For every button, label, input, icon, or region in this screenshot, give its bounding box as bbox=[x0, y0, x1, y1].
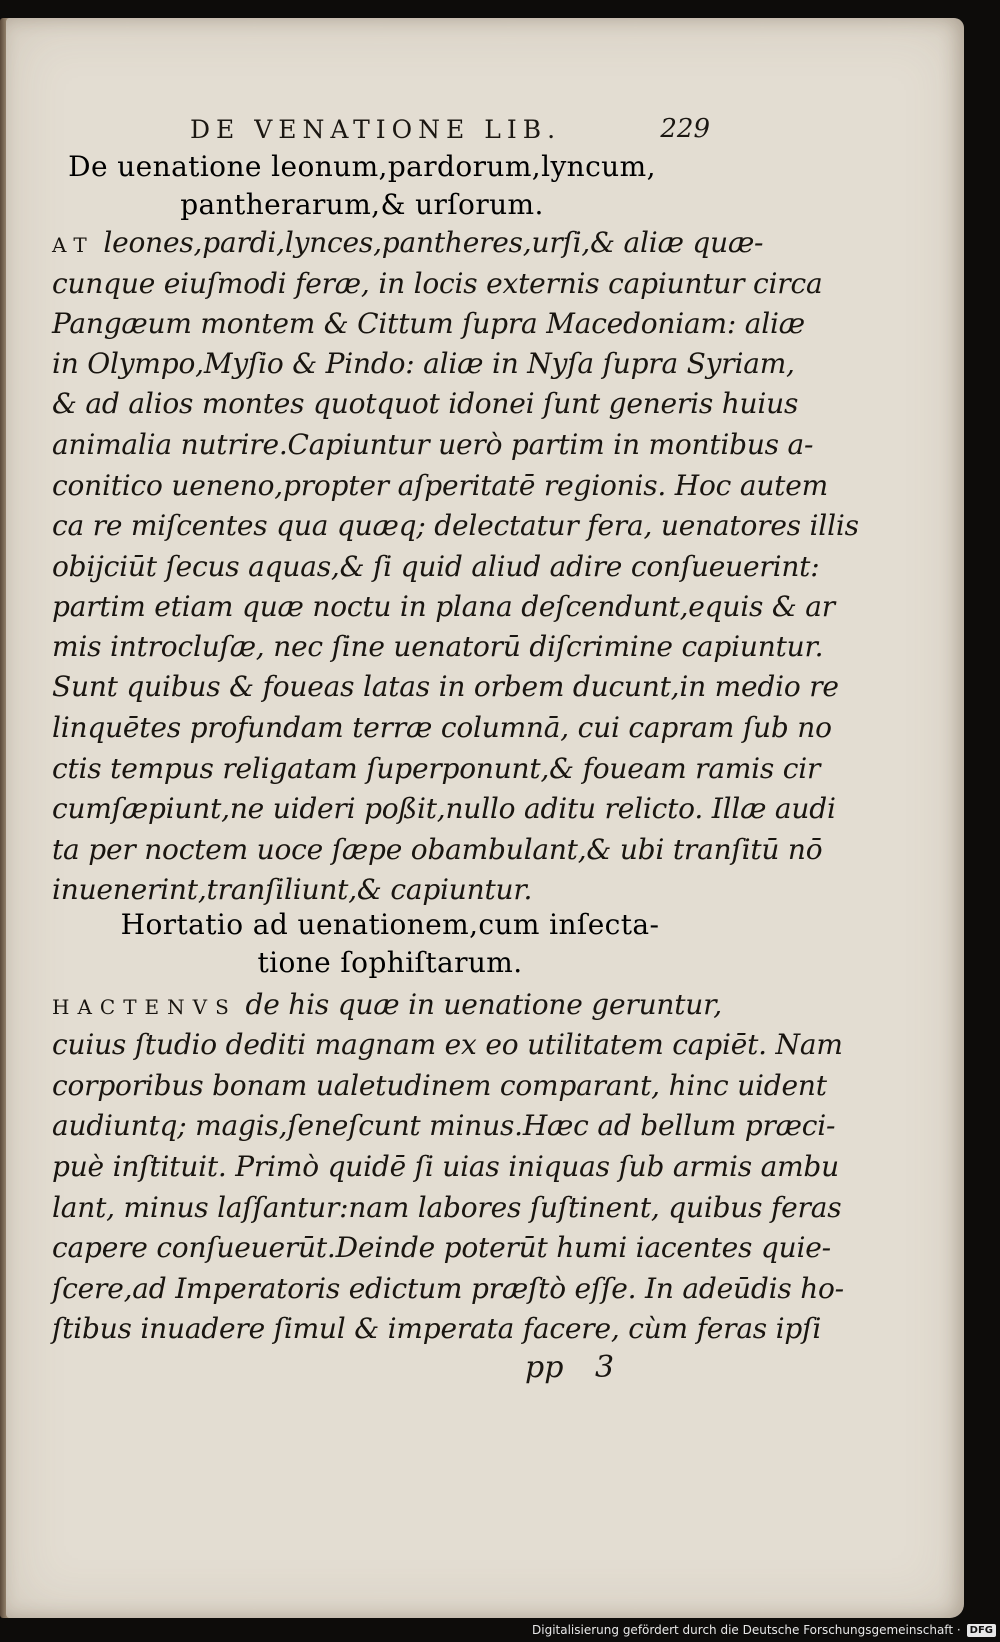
section-heading-1-line-1: De uenatione leonum,pardorum,lyncum, bbox=[68, 150, 656, 183]
body-line: ſtibus inuadere ſimul & imperata facere, cùm feras ipſi bbox=[52, 1312, 822, 1345]
body-line: ſcere,ad Imperatoris edictum præſtò eſſe. In adeūdis ho- bbox=[52, 1272, 844, 1305]
body-line: HACTENVS de his quæ in uenatione geruntur, bbox=[52, 988, 722, 1021]
body-line: Sunt quibus & foueas latas in orbem ducunt,in medio re bbox=[52, 670, 839, 703]
body-line: audiuntq; magis,ſeneſcunt minus.Hæc ad bellum præci- bbox=[52, 1109, 836, 1142]
footer-credit: Digitalisierung gefördert durch die Deutsche Forschungsgemeinschaft · bbox=[532, 1623, 961, 1637]
body-line: corporibus bonam ualetudinem comparant, hinc uident bbox=[52, 1069, 827, 1102]
running-head-title: DE VENATIONE LIB. bbox=[190, 114, 562, 144]
body-line: mis introcluſæ, nec ſine uenatorū diſcrimine capiuntur. bbox=[52, 630, 824, 663]
body-line: puè inſtituit. Primò quidē ſi uias iniquas ſub armis ambu bbox=[52, 1150, 839, 1183]
running-head bbox=[190, 112, 710, 146]
body-line: inuenerint,tranſiliunt,& capiuntur. bbox=[52, 873, 533, 906]
initial-letters: AT bbox=[52, 233, 95, 257]
body-line: lant, minus laſſantur:nam labores ſuſtinent, quibus feras bbox=[52, 1191, 842, 1224]
body-line: ctis tempus religatam ſuperponunt,& foueam ramis cir bbox=[52, 752, 821, 785]
section-heading-2-line-2: tione ſophiſtarum. bbox=[257, 946, 523, 979]
section-heading-2-line-1: Hortatio ad uenationem,cum inſecta- bbox=[120, 908, 660, 941]
body-line: partim etiam quæ noctu in plana deſcendunt,equis & ar bbox=[52, 590, 835, 623]
body-line: cumſæpiunt,ne uideri poßit,nullo aditu relicto. Illæ audi bbox=[52, 792, 836, 825]
body-line: ca re miſcentes qua quæq; delectatur fera, uenatores illis bbox=[52, 509, 859, 542]
body-line: animalia nutrire.Capiuntur uerò partim in montibus a- bbox=[52, 428, 814, 461]
body-line: ta per noctem uoce ſæpe obambulant,& ubi tranſitū nō bbox=[52, 833, 823, 866]
body-line: cunque eiuſmodi feræ, in locis externis capiuntur circa bbox=[52, 267, 823, 300]
initial-letters: HACTENVS bbox=[52, 995, 237, 1019]
body-line: obijciūt ſecus aquas,& ſi quid aliud adire conſueuerint: bbox=[52, 550, 820, 583]
section-heading-1-line-2: pantherarum,& urſorum. bbox=[180, 188, 544, 221]
body-line: cuius ſtudio dediti magnam ex eo utilitatem capiēt. Nam bbox=[52, 1028, 843, 1061]
body-line: linquētes profundam terræ columnā, cui capram ſub no bbox=[52, 711, 832, 744]
body-line: capere conſueuerūt.Deinde poterūt humi iacentes quie- bbox=[52, 1231, 831, 1264]
footer bbox=[532, 1620, 996, 1640]
body-line: Pangæum montem & Cittum ſupra Macedoniam: aliæ bbox=[52, 307, 805, 340]
body-line: AT leones,pardi,lynces,pantheres,urſi,& aliæ quæ- bbox=[52, 226, 764, 259]
signature-mark: pp 3 bbox=[525, 1350, 615, 1385]
dfg-logo: DFG bbox=[967, 1624, 996, 1637]
body-line: conitico ueneno,propter aſperitatē regionis. Hoc autem bbox=[52, 469, 828, 502]
page-number: 229 bbox=[660, 114, 710, 144]
body-line: in Olympo,Myſio & Pindo: aliæ in Nyſa ſupra Syriam, bbox=[52, 347, 795, 380]
body-line: & ad alios montes quotquot idonei ſunt generis huius bbox=[52, 387, 799, 420]
